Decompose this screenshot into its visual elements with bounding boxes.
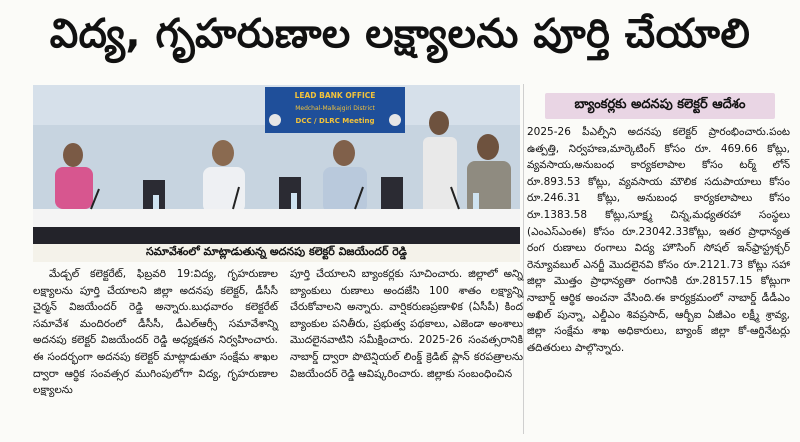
meeting-photo xyxy=(33,85,520,252)
banner-line-2: Medchal-Malkajgiri District xyxy=(295,105,375,112)
paragraph: మేడ్చల్ కలెక్టరేట్, ఫిబ్రవరి 19:విద్య, గృహరుణాల లక్ష్యాలను పూర్తి చేయాలని జిల్లా అదనపు కలెక్టర్, డీసీసీ చైర్మన్ విజయేందర్ రెడ్డి అన్నారు.బుధవారం కలెక్టరేట్ సమావేశ మందిరంలో డీసీసీ, డీఎల్ఆర్సీ సమావేశాన్ని అదనపు కలెక్టర్ విజయేందర్ రెడ్డి అధ్యక్షతన నిర్వహించారు. ఈ సందర్భంగా అదనపు కలెక్టర్ మాట్లాడుతూ సంక్షేమ శాఖల ద్వారా ఆర్థిక సంవత్సర ముగింపులోగా విద్య, గృహరుణాల లక్ష్యాలను xyxy=(33,268,278,397)
banner-line-1: LEAD BANK OFFICE xyxy=(294,91,376,100)
headline xyxy=(0,0,800,78)
paragraph: 2025-26 పీఎల్పీని అదనపు కలెక్టర్ ప్రారంభించారు.పంట ఉత్పత్తి, నిర్వహణ,మార్కెటింగ్ కోసం రూ. 469.66 కోట్లు, వ్యవసాయ,అనుబంధ కార్యకలాపాల కోసం టర్మ్ లోన్ రూ.893.53 కోట్లు, వ్యవసాయ మౌలిక సదుపాయాలు కోసం రూ.246.31 కోట్లు, అనుబంధ కార్యకలాపాలు కోసం రూ.1383.58 కోట్లు,సూక్ష్మ చిన్న,మధ్యతరహా సంస్థలు (ఎంఎస్ఎంఈ) కోసం రూ.23042.33కోట్లు, ఇతర ప్రాధాన్యత రంగ రుణాలు రంగాలు విద్య హౌసింగ్ సోషల్ ఇన్‌ఫ్రాస్ట్రక్చర్ రెన్యూవబుల్ ఎనర్జీ మొదలైనవి కోసం రూ.2121.73 కోట్లు సహా జిల్లా మొత్తం ప్రాధాన్యతా రంగానికి రూ.28157.15 కోట్లుగా నాబార్డ్ ఆర్థిక అంచనా వేసింది.ఈ కార్యక్రమంలో నాబార్డ్ డీడీఎం అఖిల్ పున్నా, ఎల్డీఎం శివప్రసాద్, ఆర్బీఐ ఏజీఎం లక్ష్మీ శ్రావ్య, జిల్లా సంక్షేమ శాఖ అధికారులు, బ్యాంక్ జిల్లా కో-ఆర్డినేటర్లు తదితరులు పాల్గొన్నారు. xyxy=(527,126,790,354)
paragraph: పూర్తి చేయాలని బ్యాంకర్లకు సూచించారు. జిల్లాలో అన్ని బ్యాంకులు రుణాలు అందజేసి 100 శాతం లక్ష్యాన్ని చేరుకోవాలని అన్నారు. వార్షికరుణప్రణాళిక (ఏసీపీ) కింద బ్యాంకుల పనితీరు, ప్రభుత్వ పథకాలు, ఎజెండా అంశాలు మొదలైనవాటిని సమీక్షించారు. 2025-26 సంవత్సరానికి నాబార్డ్ ద్వారా పొటెన్షియల్ లింక్డ్ క్రెడిట్ ప్లాన్ కరపత్రాలను విజయేందర్ రెడ్డి ఆవిష్కరించారు. జిల్లాకు సంబంధించిన xyxy=(290,268,523,380)
photo-caption: సమావేశంలో మాట్లాడుతున్న అదనపు కలెక్టర్ విజయేందర్ రెడ్డి xyxy=(33,244,520,262)
emblem-icon xyxy=(269,114,281,126)
conference-table xyxy=(33,209,520,227)
emblem-icon xyxy=(389,114,401,126)
column-divider xyxy=(523,84,524,434)
side-heading: బ్యాంకర్లకు అదనపు కలెక్టర్ ఆదేశం xyxy=(545,93,775,119)
article-column-left xyxy=(33,266,278,399)
banner-line-3: DCC / DLRC Meeting xyxy=(295,117,375,125)
article-column-right xyxy=(527,124,790,356)
article-column-middle xyxy=(290,266,523,382)
meeting-photo-illustration xyxy=(33,85,520,252)
headline-text: విద్య, గృహరుణాల లక్ష్యాలను పూర్తి చేయాలి xyxy=(49,11,751,57)
